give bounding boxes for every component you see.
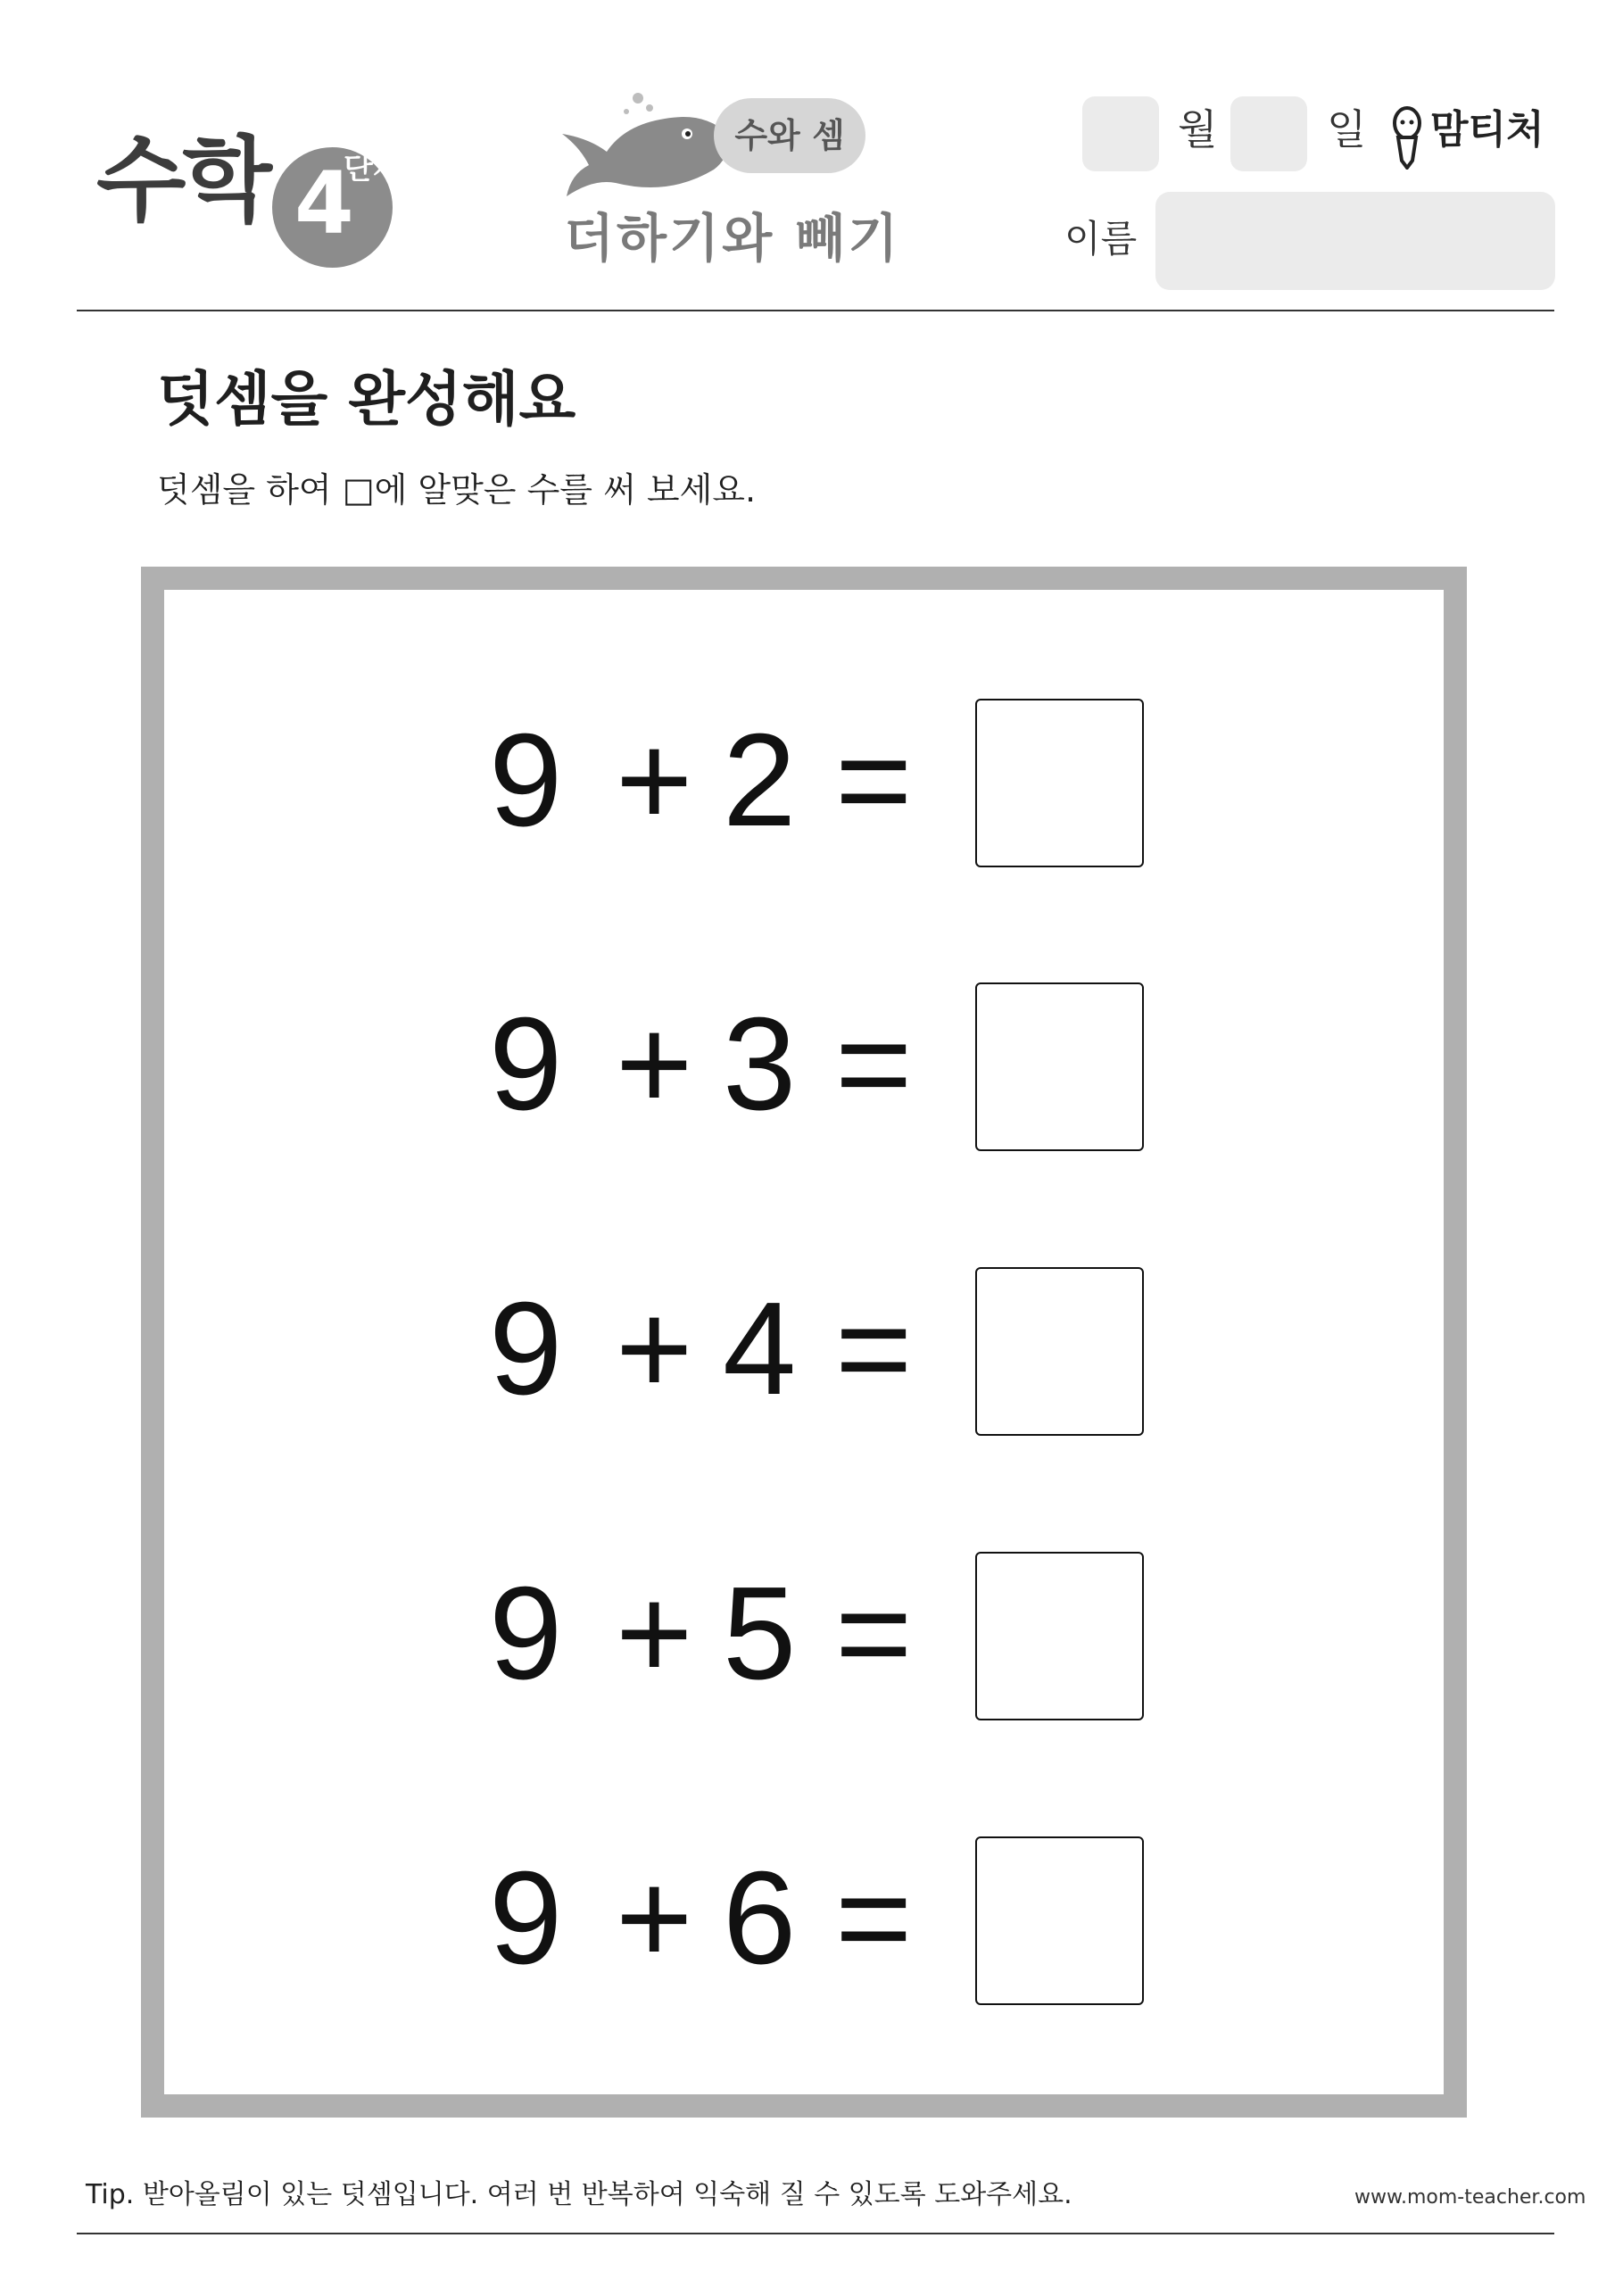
problem-b: 2: [723, 707, 797, 854]
month-field[interactable]: [1082, 96, 1159, 171]
level-word: 단계: [344, 151, 402, 186]
tip-text: Tip. 받아올림이 있는 덧셈입니다. 여러 번 반복하여 익숙해 질 수 있도록 도와주세요.: [86, 2179, 1072, 2210]
day-field[interactable]: [1230, 96, 1307, 171]
problem-row: [489, 1836, 1203, 2006]
problem-operator: +: [616, 1560, 693, 1707]
problem-a: 9: [489, 991, 563, 1138]
worksheet-instruction: 덧셈을 하여 □에 알맞은 수를 써 보세요.: [157, 470, 757, 510]
answer-box[interactable]: [975, 1267, 1144, 1436]
problem-row: [489, 982, 1203, 1152]
answer-box[interactable]: [975, 1836, 1144, 2005]
problem-operator: +: [616, 707, 693, 854]
problem-equals: =: [835, 991, 913, 1138]
answer-box[interactable]: [975, 982, 1144, 1151]
problem-row: [489, 1552, 1203, 1721]
level-number: 4: [294, 153, 354, 253]
problem-row: [489, 1267, 1203, 1437]
brand-name: 맘티처: [1430, 107, 1544, 153]
name-label: 이름: [1064, 217, 1138, 261]
problem-b: 4: [723, 1275, 797, 1422]
problem-equals: =: [835, 1844, 913, 1992]
month-label: 월: [1178, 105, 1218, 153]
unit-subtitle: 더하기와 빼기: [564, 208, 901, 269]
problem-a: 9: [489, 1275, 563, 1422]
problem-operator: +: [616, 1844, 693, 1992]
header-divider: [77, 310, 1554, 311]
problem-row: [489, 699, 1203, 868]
problem-b: 5: [723, 1560, 797, 1707]
answer-box[interactable]: [975, 699, 1144, 867]
topic-label: 수와 셈: [734, 116, 845, 155]
problem-equals: =: [835, 707, 913, 854]
whale-icon: [553, 85, 741, 201]
name-field[interactable]: [1155, 192, 1555, 290]
day-label: 일: [1327, 105, 1367, 153]
problem-b: 6: [723, 1844, 797, 1992]
problem-operator: +: [616, 991, 693, 1138]
problem-a: 9: [489, 707, 563, 854]
answer-box[interactable]: [975, 1552, 1144, 1720]
site-url[interactable]: www.mom-teacher.com: [1354, 2186, 1586, 2209]
problem-equals: =: [835, 1560, 913, 1707]
footer-divider: [77, 2233, 1554, 2234]
problem-operator: +: [616, 1275, 693, 1422]
problem-b: 3: [723, 991, 797, 1138]
problem-a: 9: [489, 1560, 563, 1707]
problem-a: 9: [489, 1844, 563, 1992]
subject-logo: 수학: [96, 126, 269, 235]
problem-equals: =: [835, 1275, 913, 1422]
worksheet-title: 덧셈을 완성해요: [157, 365, 576, 434]
